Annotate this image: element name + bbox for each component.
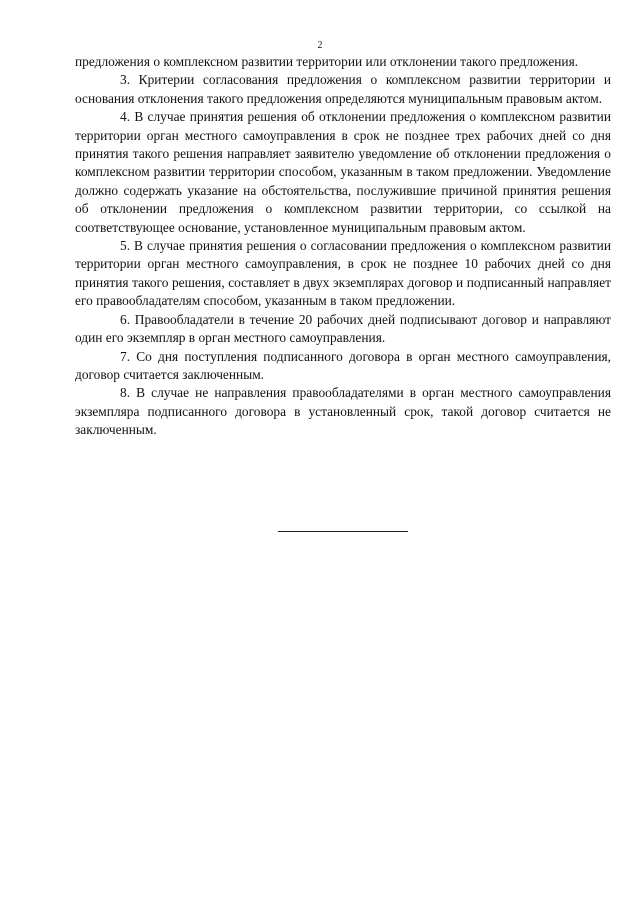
paragraph-item-5: 5. В случае принятия решения о согласовании предложения о комплексном развитии территории орган местного самоуправления, в срок не позднее 10 рабочих дней со дня принятия такого решения, составляет в двух экземплярах договор и подписанный направляет его правообладателям способом, указанным в таком предложении. <box>75 238 611 309</box>
page-number: 2 <box>317 40 323 51</box>
paragraph-item-7: 7. Со дня поступления подписанного договора в орган местного самоуправления, договор считается заключенным. <box>75 348 611 382</box>
paragraph-item-4: 4. В случае принятия решения об отклонении предложения о комплексном развитии территории орган местного самоуправления в срок не позднее трех рабочих дней со дня принятия такого решения направляет заявителю уведомление об отклонении предложения о комплексном развитии территории способом, указанным в таком предложении. Уведомление должно содержать указание на обстоятельства, послужившие причиной принятия решения об отклонении предложения о комплексном развитии территории, со ссылкой на соответствующее основание, установленное муниципальным правовым актом. <box>75 109 611 235</box>
paragraph-continuation: предложения о комплексном развитии территории или отклонении такого предложения. <box>75 54 579 69</box>
paragraph-item-6: 6. Правообладатели в течение 20 рабочих дней подписывают договор и направляют один его экземпляр в орган местного самоуправления. <box>75 311 611 346</box>
paragraph-item-8: 8. В случае не направления правообладателями в орган местного самоуправления экземпляра подписанного договора в установленный срок, такой договор считается не заключенным. <box>75 385 611 438</box>
paragraph-item-3: 3. Критерии согласования предложения о комплексном развитии территории и основания отклонения такого предложения определяются муниципальным правовым актом. <box>75 72 611 106</box>
end-separator-line <box>278 531 408 532</box>
document-body <box>75 53 611 440</box>
